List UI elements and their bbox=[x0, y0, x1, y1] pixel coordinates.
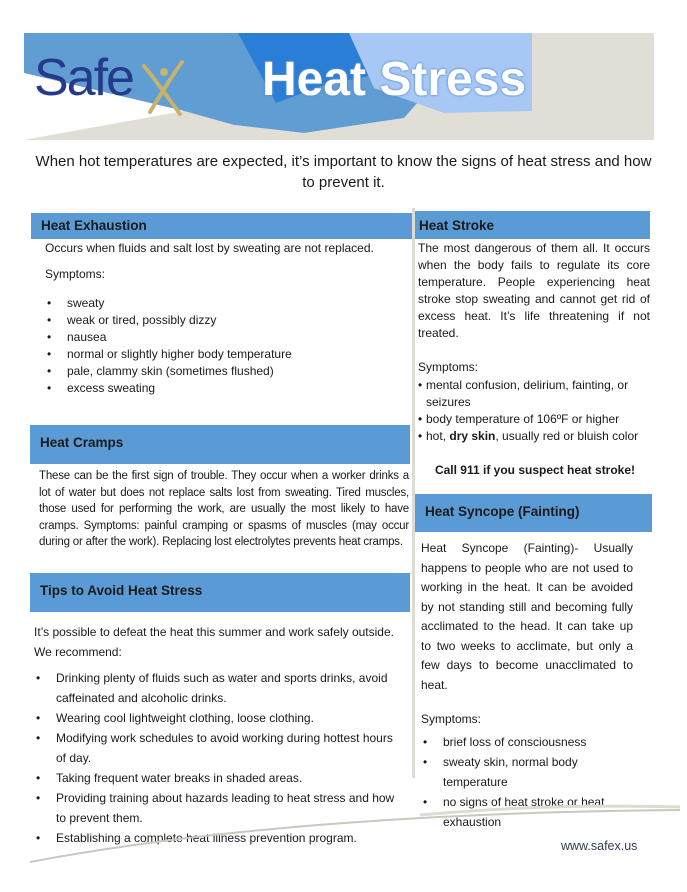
heat-syncope-symptoms-list bbox=[421, 732, 631, 832]
list-item: • normal or slightly higher body temperature bbox=[45, 346, 405, 363]
heat-syncope-symptoms-label: Symptoms: bbox=[421, 712, 482, 726]
list-item: • body temperature of 106ºF or higher bbox=[418, 411, 658, 428]
heat-stroke-callout: Call 911 if you suspect heat stroke! bbox=[434, 463, 636, 477]
heat-exhaustion-header bbox=[31, 213, 412, 239]
list-item: • mental confusion, delirium, fainting, or seizures bbox=[418, 377, 658, 411]
tips-header bbox=[30, 573, 410, 612]
heat-stroke-header bbox=[415, 211, 650, 239]
heat-syncope-title: Heat Syncope (Fainting) bbox=[425, 504, 580, 519]
column-divider bbox=[412, 208, 415, 778]
tips-intro: It’s possible to defeat the heat this summer and work safely outside. We recommend: bbox=[34, 625, 394, 659]
heat-cramps-header bbox=[30, 425, 410, 464]
heat-stroke-symptoms-list bbox=[418, 377, 658, 445]
logo-text: Safe bbox=[34, 49, 133, 107]
list-item: • Modifying work schedules to avoid working during hottest hours of day. bbox=[34, 728, 404, 768]
list-item: • pale, clammy skin (sometimes flushed) bbox=[45, 363, 405, 380]
heat-stroke-description: The most dangerous of them all. It occurs when the body fails to regulate its core temperature. People experiencing heat stroke stop sweating and cannot get rid of excess heat. It’s life threatening if not treated. bbox=[418, 241, 650, 340]
heat-exhaustion-symptoms-label: Symptoms: bbox=[45, 267, 106, 281]
symptom-text: , usually red or bluish color bbox=[495, 429, 639, 443]
tips-list bbox=[34, 668, 404, 848]
heat-cramps-title: Heat Cramps bbox=[40, 435, 124, 450]
list-item: • Providing training about hazards leading to heat stress and how to prevent them. bbox=[34, 788, 404, 828]
list-item: • brief loss of consciousness bbox=[421, 732, 631, 752]
list-item: • sweaty bbox=[45, 295, 405, 312]
heat-cramps-description: These can be the first sign of trouble. They occur when a worker drinks a lot of water but does not replace salts lost from sweating. Tired muscles, those used for performing the work, are usually the most likely to have cramps. Symptoms: painful cramping or spasms of muscles (may occur during or after the work). Replacing lost electrolytes prevents heat cramps. bbox=[39, 470, 409, 548]
symptom-emphasis: dry skin bbox=[449, 429, 496, 443]
heat-syncope-description: Heat Syncope (Fainting)- Usually happens to people who are not used to working in the heat. It can be avoided by not standing still and becoming fully acclimated to the head. It can take up to two weeks to acclimate, but only a few days to become unacclimated to heat. bbox=[421, 541, 633, 692]
list-item: • excess sweating bbox=[45, 380, 405, 397]
heat-exhaustion-description: Occurs when fluids and salt lost by sweating are not replaced. bbox=[45, 241, 374, 255]
heat-syncope-header bbox=[415, 494, 652, 532]
symptom-text: hot, bbox=[426, 429, 450, 443]
website-link[interactable]: www.safex.us bbox=[561, 839, 638, 853]
heat-exhaustion-title: Heat Exhaustion bbox=[41, 218, 147, 233]
intro-text: When hot temperatures are expected, it’s important to know the signs of heat stress and how to prevent it. bbox=[35, 153, 652, 191]
heat-exhaustion-symptoms-list bbox=[45, 295, 405, 397]
list-item: • Wearing cool lightweight clothing, loose clothing. bbox=[34, 708, 404, 728]
list-item: • sweaty skin, normal body temperature bbox=[421, 752, 631, 792]
list-item: • Taking frequent water breaks in shaded areas. bbox=[34, 768, 404, 788]
tips-title: Tips to Avoid Heat Stress bbox=[40, 583, 203, 598]
safex-x-person-icon bbox=[140, 58, 188, 118]
list-item: • nausea bbox=[45, 329, 405, 346]
heat-stroke-symptoms-label: Symptoms: bbox=[418, 360, 479, 374]
heat-stroke-title: Heat Stroke bbox=[419, 218, 495, 233]
list-item: • weak or tired, possibly dizzy bbox=[45, 312, 405, 329]
page-title: Heat Stress bbox=[262, 53, 527, 106]
list-item: • Drinking plenty of fluids such as water and sports drinks, avoid caffeinated and alcoholic drinks. bbox=[34, 668, 404, 708]
safex-logo bbox=[34, 49, 133, 107]
list-item bbox=[418, 428, 658, 445]
list-item: • Establishing a complete heat illness prevention program. bbox=[34, 828, 404, 848]
list-item: • no signs of heat stroke or heat exhaustion bbox=[421, 792, 631, 832]
